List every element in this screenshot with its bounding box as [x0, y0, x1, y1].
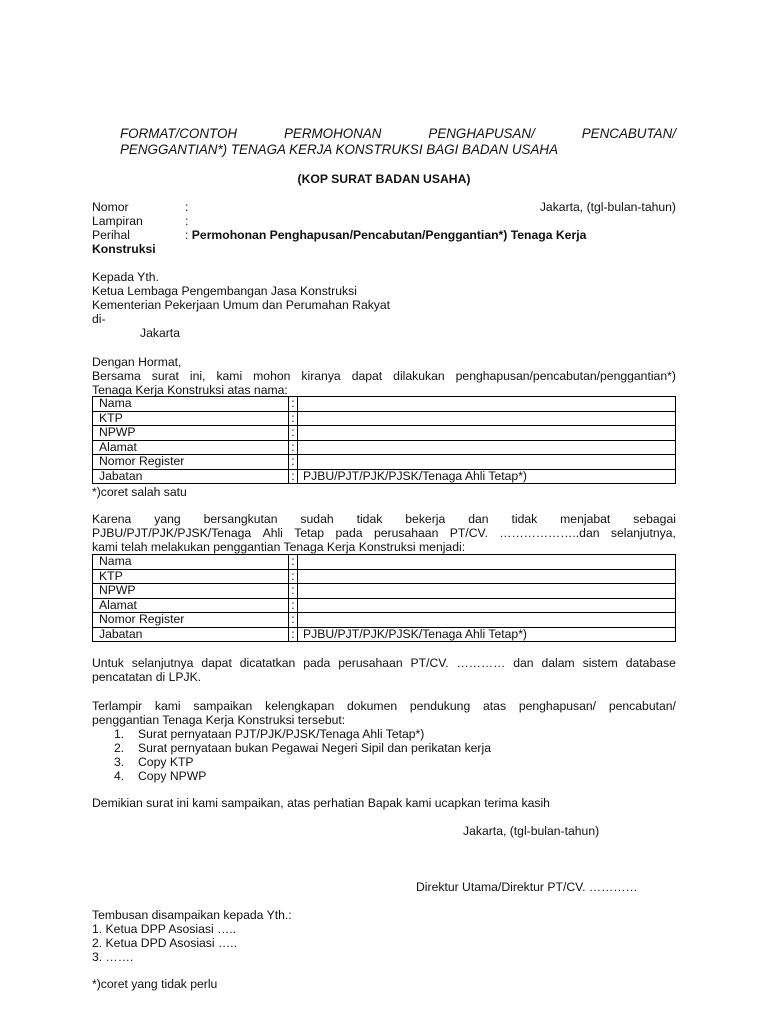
perihal-value: Permohonan Penghapusan/Pencabutan/Penggantian*) Tenaga Kerja: [191, 228, 587, 242]
perihal-field: [185, 228, 586, 242]
title-word: PENGHAPUSAN/: [428, 126, 535, 141]
paragraph-word: Tetap: [294, 526, 325, 540]
paragraph-3-line-1: [92, 656, 676, 670]
old-worker-table: [92, 396, 676, 484]
list-item-text: Copy KTP: [138, 755, 194, 769]
paragraph-word: mohon: [253, 369, 291, 383]
field-value: PJBU/PJT/PJK/PJSK/Tenaga Ahli Tetap*): [298, 469, 676, 484]
field-colon: :: [289, 397, 298, 412]
field-label: Jabatan: [93, 469, 289, 484]
table-row: [93, 555, 676, 570]
list-item-text: Surat pernyataan PJT/PJK/PJSK/Tenaga Ahli Tetap*): [138, 727, 425, 741]
field-value: [298, 426, 676, 441]
list-item: [114, 769, 491, 783]
list-item-number: 1.: [114, 727, 125, 741]
tembusan-item: 1. Ketua DPP Asosiasi …..: [92, 922, 237, 936]
table-row: [93, 598, 676, 613]
paragraph-word: pada: [335, 526, 363, 540]
field-colon: :: [289, 613, 298, 628]
table-row: [93, 426, 676, 441]
recipient-city: Jakarta: [140, 326, 180, 340]
table-row: [93, 627, 676, 642]
title-word: PENCABUTAN/: [581, 126, 676, 141]
field-colon: :: [289, 469, 298, 484]
paragraph-4: [92, 699, 676, 727]
perihal-value-cont: Konstruksi: [92, 242, 156, 256]
tembusan-item: 3. …….: [92, 950, 134, 964]
lampiran-colon: :: [185, 214, 189, 228]
note-strike-one: *)coret salah satu: [92, 485, 187, 499]
field-colon: :: [289, 598, 298, 613]
paragraph-2-line-2: [92, 526, 676, 540]
field-label: Nomor Register: [93, 613, 289, 628]
new-worker-table: [92, 554, 676, 642]
paragraph-word: dapat: [351, 369, 383, 383]
field-value: PJBU/PJT/PJK/PJSK/Tenaga Ahli Tetap*): [298, 627, 676, 642]
field-value: [298, 397, 676, 412]
nomor-colon: :: [185, 200, 189, 214]
table-row: [93, 613, 676, 628]
paragraph-word: tidak: [356, 512, 383, 526]
signature-title: Direktur Utama/Direktur PT/CV. …………: [416, 880, 638, 894]
paragraph-word: sebagai: [633, 512, 676, 526]
paragraph-2-line-1: [92, 512, 676, 526]
table-row: [93, 440, 676, 455]
document-title: [120, 126, 676, 158]
paragraph-word: kami: [216, 369, 243, 383]
field-colon: :: [289, 569, 298, 584]
field-label: Alamat: [93, 440, 289, 455]
paragraph-word: dan: [513, 656, 534, 670]
paragraph-word: kiranya: [301, 369, 341, 383]
paragraph-3: [92, 656, 676, 684]
title-word: PERMOHONAN: [283, 126, 382, 141]
field-label: KTP: [93, 569, 289, 584]
field-value: [298, 440, 676, 455]
paragraph-word: kami: [154, 699, 181, 713]
title-line-2: PENGGANTIAN*) TENAGA KERJA KONSTRUKSI BAGI BADAN USAHA: [120, 142, 559, 157]
paragraph-word: menjabat: [560, 512, 611, 526]
footnote: *)coret yang tidak perlu: [92, 977, 218, 991]
table-row: [93, 455, 676, 470]
list-item: [114, 741, 491, 755]
paragraph-word: surat: [151, 369, 179, 383]
attachment-list: [114, 727, 491, 783]
list-item-text: Copy NPWP: [138, 769, 207, 783]
paragraph-word: selanjutnya,: [610, 526, 676, 540]
field-colon: :: [289, 440, 298, 455]
perihal-label: Perihal: [92, 228, 130, 242]
greeting: Dengan Hormat,: [92, 355, 182, 369]
field-label: KTP: [93, 411, 289, 426]
letterhead-placeholder: (KOP SURAT BADAN USAHA): [297, 172, 471, 186]
field-colon: :: [289, 455, 298, 470]
paragraph-word: …………: [456, 656, 506, 670]
paragraph-word: ini,: [189, 369, 206, 383]
paragraph-word: sistem: [582, 656, 618, 670]
field-label: Alamat: [93, 598, 289, 613]
list-item-number: 2.: [114, 741, 125, 755]
paragraph-word: dokumen: [347, 699, 398, 713]
paragraph-word: pada: [303, 656, 331, 670]
list-item: [114, 727, 491, 741]
paragraph-word: dapat: [201, 656, 232, 670]
paragraph-1: [92, 369, 676, 397]
field-colon: :: [289, 627, 298, 642]
tembusan-block: [92, 908, 292, 964]
paragraph-word: ………………..dan: [499, 526, 600, 540]
list-item-text: Surat pernyataan bukan Pegawai Negeri Sipil dan perikatan kerja: [138, 741, 491, 755]
field-colon: :: [289, 411, 298, 426]
paragraph-word: database: [625, 656, 676, 670]
table-row: [93, 569, 676, 584]
field-value: [298, 569, 676, 584]
paragraph-word: atas: [483, 699, 507, 713]
field-value: [298, 598, 676, 613]
paragraph-word: Untuk: [92, 656, 124, 670]
paragraph-word: Terlampir: [92, 699, 143, 713]
paragraph-word: Ahli: [262, 526, 283, 540]
recipient-line-1: Kepada Yth.: [92, 270, 159, 284]
paragraph-word: PJBU/PJT/PJK/PJSK/Tenaga: [92, 526, 252, 540]
field-label: NPWP: [93, 584, 289, 599]
paragraph-2: [92, 512, 676, 554]
paragraph-1-line-2: Tenaga Kerja Konstruksi atas nama:: [92, 383, 288, 397]
nomor-label: Nomor: [92, 200, 129, 214]
paragraph-1-line-1: [92, 369, 676, 383]
letter-place-date: Jakarta, (tgl-bulan-tahun): [539, 200, 676, 214]
paragraph-word: dilakukan: [393, 369, 445, 383]
paragraph-2-line-3: kami telah melakukan penggantian Tenaga Kerja Konstruksi menjadi:: [92, 540, 466, 554]
paragraph-word: Bersama: [92, 369, 141, 383]
table-row: [93, 411, 676, 426]
paragraph-word: tidak: [511, 512, 538, 526]
paragraph-3-line-2: pencatatan di LPJK.: [92, 670, 202, 684]
field-label: Nama: [93, 555, 289, 570]
field-colon: :: [289, 555, 298, 570]
field-value: [298, 613, 676, 628]
paragraph-word: perusahaan: [373, 526, 439, 540]
field-value: [298, 555, 676, 570]
paragraph-word: dalam: [541, 656, 575, 670]
paragraph-4-line-1: [92, 699, 676, 713]
field-colon: :: [289, 584, 298, 599]
field-value: [298, 411, 676, 426]
paragraph-word: perusahaan: [338, 656, 403, 670]
closing-sentence: Demikian surat ini kami sampaikan, atas perhatian Bapak kami ucapkan terima kasih: [92, 796, 550, 810]
field-colon: :: [289, 426, 298, 441]
signature-place-date: Jakarta, (tgl-bulan-tahun): [463, 824, 600, 838]
tembusan-item: 2. Ketua DPD Asosiasi …..: [92, 936, 237, 950]
lampiran-label: Lampiran: [92, 214, 143, 228]
title-word: FORMAT/CONTOH: [120, 126, 238, 141]
paragraph-word: dan: [468, 512, 489, 526]
recipient-line-2: Ketua Lembaga Pengembangan Jasa Konstruksi: [92, 284, 357, 298]
paragraph-word: PT/CV.: [410, 656, 449, 670]
table-row: [93, 397, 676, 412]
field-label: Nomor Register: [93, 455, 289, 470]
paragraph-word: Karena: [92, 512, 132, 526]
paragraph-word: kelengkapan: [265, 699, 335, 713]
paragraph-word: bersangkutan: [203, 512, 278, 526]
recipient-line-3: Kementerian Pekerjaan Umum dan Perumahan Rakyat: [92, 298, 391, 312]
paragraph-word: PT/CV.: [449, 526, 488, 540]
tembusan-heading: Tembusan disampaikan kepada Yth.:: [92, 908, 292, 922]
field-label: Nama: [93, 397, 289, 412]
paragraph-word: penghapusan/pencabutan/penggantian*): [455, 369, 676, 383]
paragraph-word: penghapusan/: [518, 699, 597, 713]
field-label: NPWP: [93, 426, 289, 441]
field-label: Jabatan: [93, 627, 289, 642]
recipient-line-4: di-: [92, 312, 106, 326]
table-row: [93, 469, 676, 484]
paragraph-word: sampaikan: [193, 699, 253, 713]
paragraph-word: selanjutnya: [131, 656, 194, 670]
paragraph-word: dicatatkan: [239, 656, 296, 670]
paragraph-word: yang: [154, 512, 181, 526]
list-item: [114, 755, 491, 769]
list-item-number: 4.: [114, 769, 125, 783]
paragraph-word: pencabutan/: [608, 699, 676, 713]
paragraph-word: pendukung: [409, 699, 471, 713]
paragraph-word: sudah: [300, 512, 334, 526]
list-item-number: 3.: [114, 755, 125, 769]
title-line-1: [120, 126, 676, 142]
table-row: [93, 584, 676, 599]
field-value: [298, 584, 676, 599]
paragraph-word: bekerja: [405, 512, 446, 526]
perihal-colon: :: [185, 228, 189, 242]
paragraph-4-line-2: penggantian Tenaga Kerja Konstruksi tersebut:: [92, 713, 346, 727]
field-value: [298, 455, 676, 470]
